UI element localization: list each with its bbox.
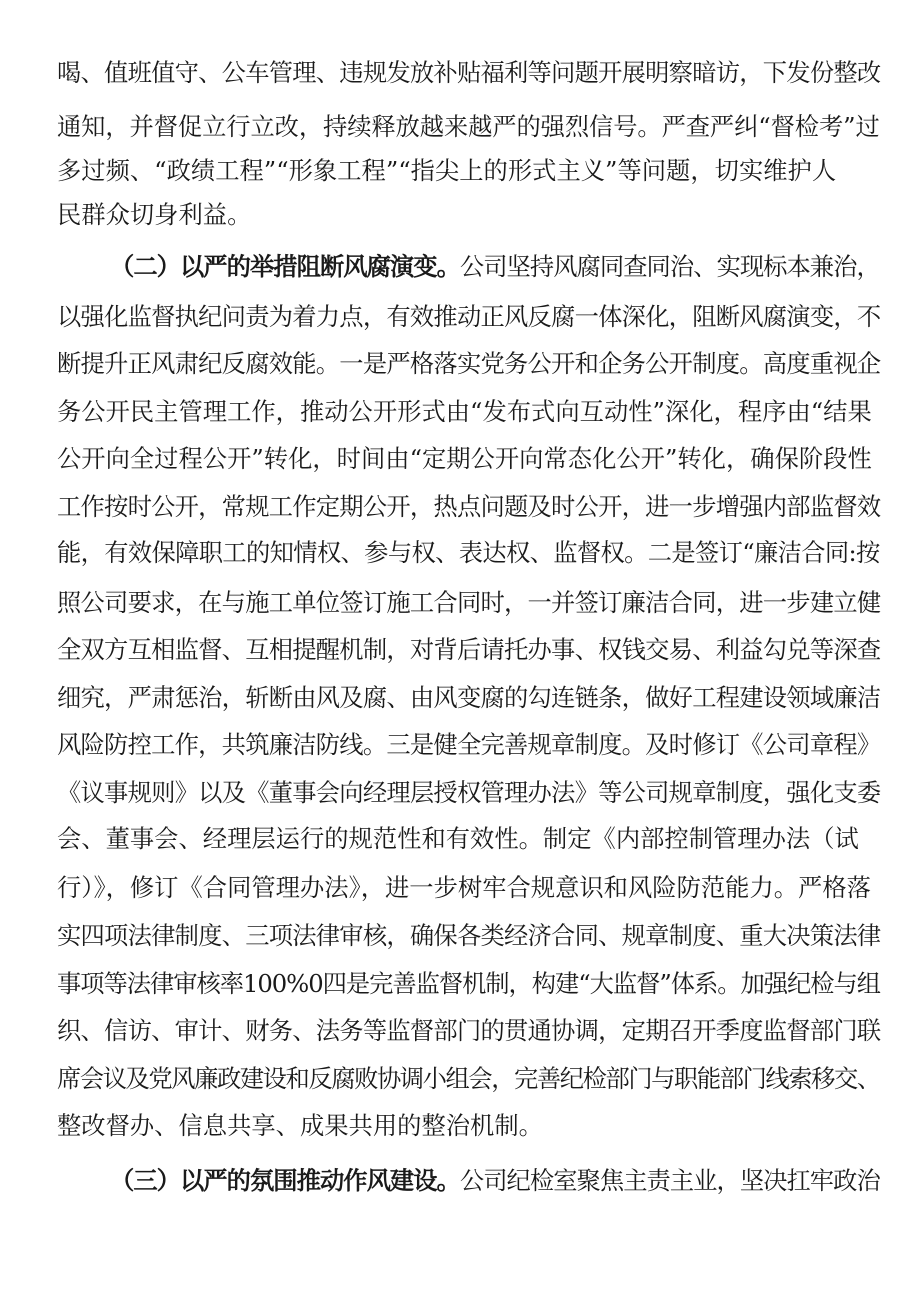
text-line: 多过频、“政绩工程”“形象工程”“指尖上的形式主义”等问题，切实维护人 [57,156,837,185]
text-line: 民群众切身利益。 [57,200,252,229]
text-line: 喝、值班值守、公车管理、违规发放补贴福利等问题开展明察暗访，下发份整改 [57,58,881,87]
section-heading: （三）以严的氛围推动作风建设。 [110,1166,460,1195]
text-line: 织、信访、审计、财务、法务等监督部门的贯通协调，定期召开季度监督部门联 [57,1016,881,1045]
text-line: 行）》，修订《合同管理办法》，进一步树牢合规意识和风险防范能力。严格落 [57,873,871,902]
text-line: 风险防控工作，共筑廉洁防线。三是健全完善规章制度。及时修订《公司章程》 [57,730,881,759]
text-line: 《议事规则》以及《董事会向经理层授权管理办法》等公司规章制度，强化支委 [57,778,881,807]
text-line: 事项等法律审核率100%0四是完善监督机制，构建“大监督”体系。加强纪检与组 [57,969,880,998]
text-line: 照公司要求，在与施工单位签订施工合同时，一并签订廉洁合同，进一步建立健 [57,588,881,617]
text-line: 务公开民主管理工作，推动公开形式由“发布式向互动性”深化，程序由“结果 [57,397,872,426]
section-heading-line [110,244,880,290]
text-line: 断提升正风肃纪反腐效能。一是严格落实党务公开和企务公开制度。高度重视企 [57,349,881,378]
text-line: 整改督办、信息共享、成果共用的整治机制。 [57,1111,543,1140]
text-line: 公开向全过程公开”转化，时间由“定期公开向常态化公开”转化，确保阶段性 [57,444,872,473]
text-line: 通知，并督促立行立改，持续释放越来越严的强烈信号。严查严纠“督检考”过 [57,112,880,141]
text-line: 细究，严肃惩治，斩断由风及腐、由风变腐的勾连链条，做好工程建设领域廉洁 [57,683,881,712]
text-line: 席会议及党风廉政建设和反腐败协调小组会，完善纪检部门与职能部门线索移交、 [57,1064,880,1093]
section-heading: （二）以严的举措阻断风腐演变。 [110,252,460,281]
text-line: 工作按时公开，常规工作定期公开，热点问题及时公开，进一步增强内部监督效 [57,492,881,521]
section-heading-line [110,1158,880,1204]
heading-followup-text: 公司纪检室聚焦主责主业，坚决扛牢政治 [459,1166,880,1195]
text-line: 会、董事会、经理层运行的规范性和有效性。制定《内部控制管理办法（试 [57,824,859,853]
heading-followup-text: 公司坚持风腐同查同治、实现标本兼治， [459,252,880,281]
text-line: 以强化监督执纪问责为着力点，有效推动正风反腐一体深化，阻断风腐演变，不 [57,302,881,331]
text-line: 实四项法律制度、三项法律审核，确保各类经济合同、规章制度、重大决策法律 [57,921,881,950]
text-line: 能，有效保障职工的知情权、参与权、表达权、监督权。二是签订“廉洁合同:按 [57,538,880,567]
text-line: 全双方互相监督、互相提醒机制，对背后请托办事、权钱交易、利益勾兑等深查 [57,635,881,664]
